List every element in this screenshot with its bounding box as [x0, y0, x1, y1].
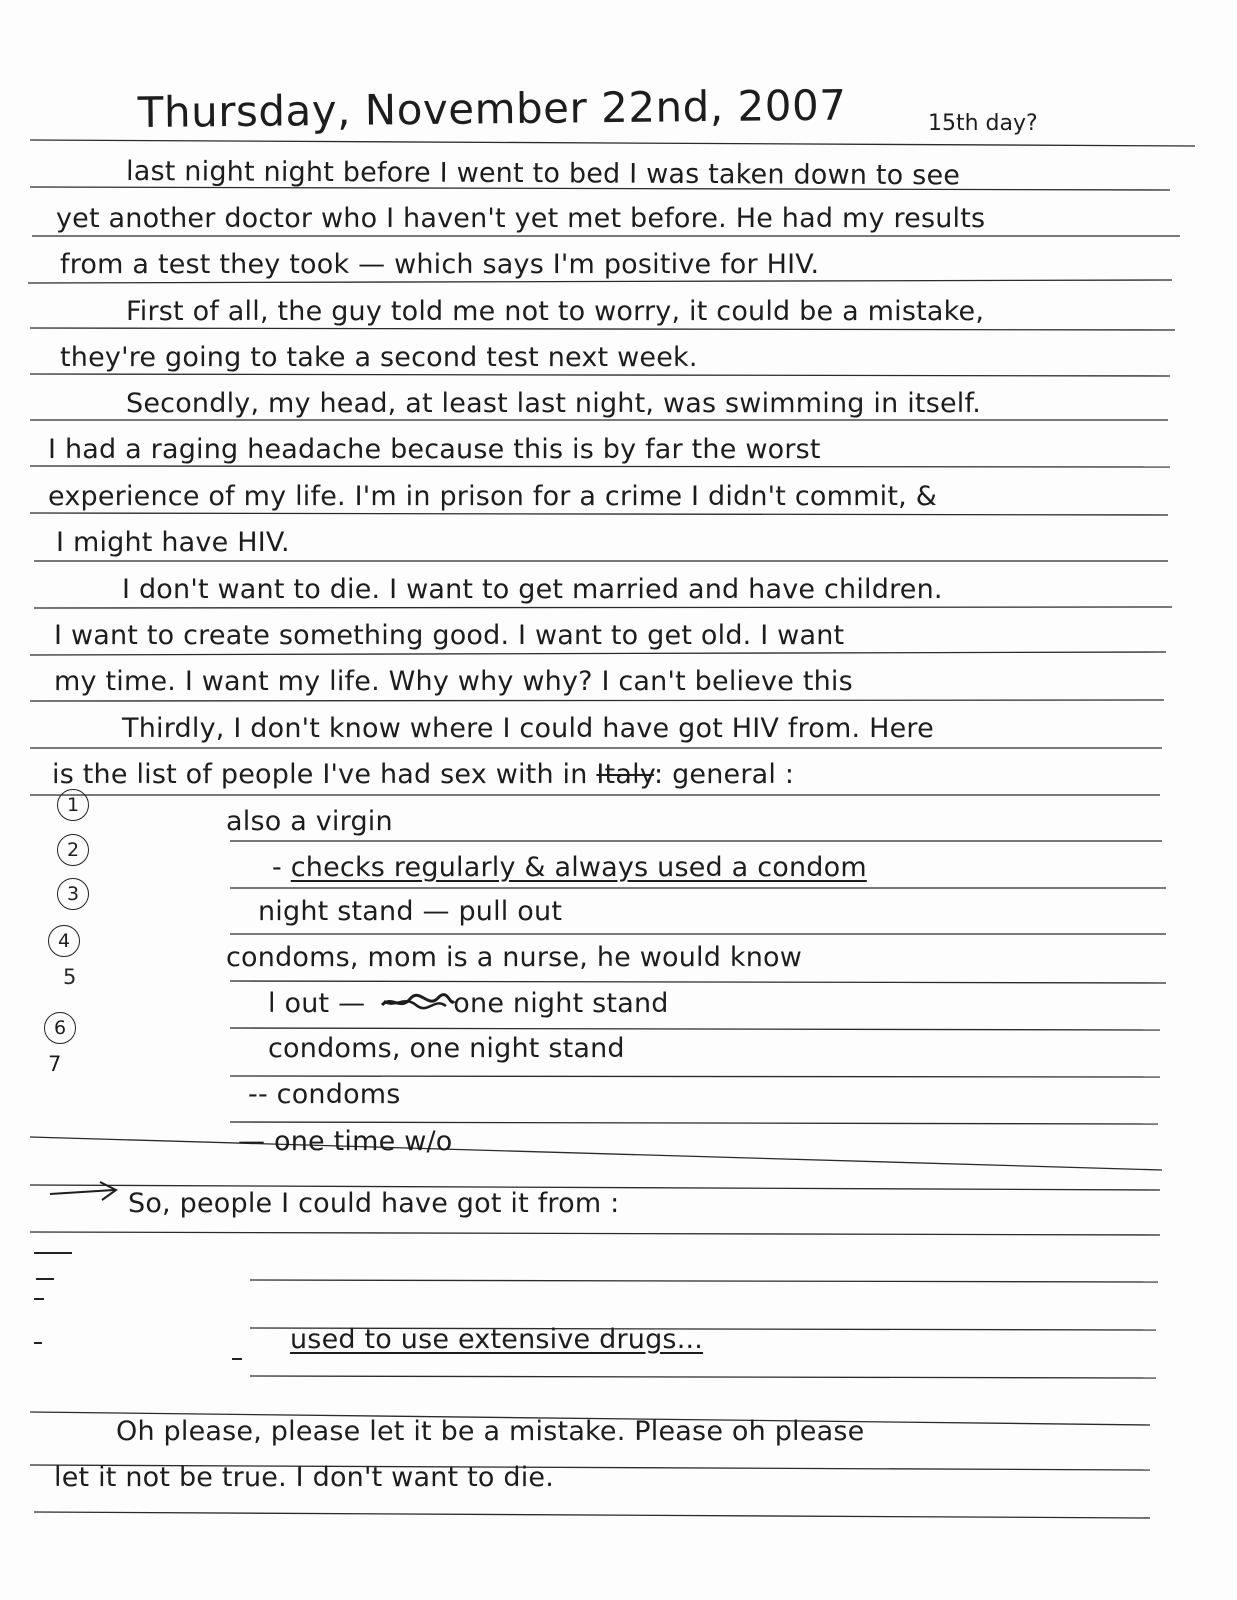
- list-item-text: condoms: [276, 1079, 401, 1110]
- list-item: [268, 990, 669, 1017]
- rule-line: [30, 1137, 1162, 1170]
- text-line: from a test they took — which says I'm positive for HIV.: [60, 249, 820, 280]
- list-marker-4: 4: [48, 925, 80, 957]
- text-line: yet another doctor who I haven't yet met before. He had my results: [56, 203, 986, 234]
- list-item-text: l out —: [268, 988, 366, 1019]
- rule-line: [34, 1512, 1150, 1518]
- struck-word: Italy: [596, 759, 654, 790]
- list-item-text: one time w/o: [273, 1126, 453, 1157]
- entry-date: Thursday, November 22nd, 2007: [137, 80, 847, 137]
- dash-mark: -: [272, 852, 291, 883]
- text-line: my time. I want my life. Why why why? I can't believe this: [54, 666, 853, 697]
- list-item: condoms, one night stand: [268, 1033, 625, 1064]
- rule-line: [250, 1376, 1156, 1378]
- rule-line: [30, 140, 1195, 146]
- text-line: Secondly, my head, at least last night, was swimming in itself.: [126, 388, 982, 419]
- rule-line: [250, 1280, 1158, 1282]
- margin-dash: [34, 1342, 42, 1344]
- list-item: condoms, mom is a nurse, he would know: [226, 942, 803, 973]
- text-line: Thirdly, I don't know where I could have got HIV from. Here: [122, 713, 934, 744]
- dash-mark: —: [238, 1126, 274, 1157]
- text-line: I want to create something good. I want to get old. I want: [54, 620, 845, 651]
- list-intro: is the list of people I've had sex with in: [52, 759, 588, 790]
- rule-line: [30, 466, 1170, 467]
- margin-dash: [36, 1278, 54, 1280]
- text-line: I don't want to die. I want to get married and have children.: [122, 574, 943, 605]
- text-line: [52, 761, 794, 788]
- margin-dash: [34, 1298, 44, 1300]
- list-marker-2: 2: [57, 834, 89, 866]
- arrow-right-icon: [48, 1180, 122, 1204]
- rule-line: [34, 607, 1172, 608]
- text-line: last night night before I went to bed I was taken down to see: [125, 156, 961, 192]
- list-marker-7: 7: [48, 1052, 62, 1076]
- list-item-text: checks regularly & always used a condom: [290, 852, 867, 883]
- day-note: 15th day?: [928, 111, 1038, 136]
- rule-line: [30, 513, 1168, 515]
- rule-line: [30, 700, 1164, 701]
- sources-heading: So, people I could have got it from :: [128, 1188, 620, 1219]
- rule-line: [30, 1232, 1160, 1235]
- rule-line: [30, 374, 1170, 376]
- text-line: they're going to take a second test next week.: [60, 342, 698, 373]
- text-line: I might have HIV.: [56, 527, 290, 558]
- list-item-text-after: one night stand: [453, 988, 669, 1019]
- margin-dash: [232, 1358, 242, 1360]
- list-item: night stand — pull out: [258, 896, 563, 927]
- drug-note: used to use extensive drugs...: [290, 1324, 704, 1355]
- list-marker-3: 3: [57, 878, 89, 910]
- rule-line: [230, 1122, 1158, 1124]
- closing-line: Oh please, please let it be a mistake. Please oh please: [116, 1416, 865, 1447]
- rule-line: [28, 280, 1172, 283]
- rule-line: [230, 1028, 1160, 1030]
- rule-line: [30, 652, 1166, 655]
- rule-line: [30, 328, 1175, 330]
- rule-line: [230, 981, 1166, 983]
- rule-line: [230, 1076, 1160, 1077]
- text-line: I had a raging headache because this is by far the worst: [48, 434, 821, 465]
- margin-dash: [34, 1252, 72, 1254]
- list-item: [248, 1081, 401, 1108]
- list-item: [238, 1128, 453, 1155]
- list-item: [272, 854, 867, 881]
- closing-line: let it not be true. I don't want to die.: [54, 1462, 554, 1493]
- list-item: also a virgin: [226, 806, 393, 837]
- scribbled-out-word: [380, 993, 456, 1013]
- list-marker-5: 5: [63, 965, 77, 989]
- list-marker-1: 1: [57, 789, 89, 821]
- text-line: experience of my life. I'm in prison for a crime I didn't commit, &: [48, 481, 937, 512]
- list-intro-end: : general :: [654, 759, 795, 790]
- dash-mark: --: [248, 1079, 277, 1110]
- list-marker-6: 6: [44, 1012, 76, 1044]
- text-line: First of all, the guy told me not to worry, it could be a mistake,: [126, 296, 985, 327]
